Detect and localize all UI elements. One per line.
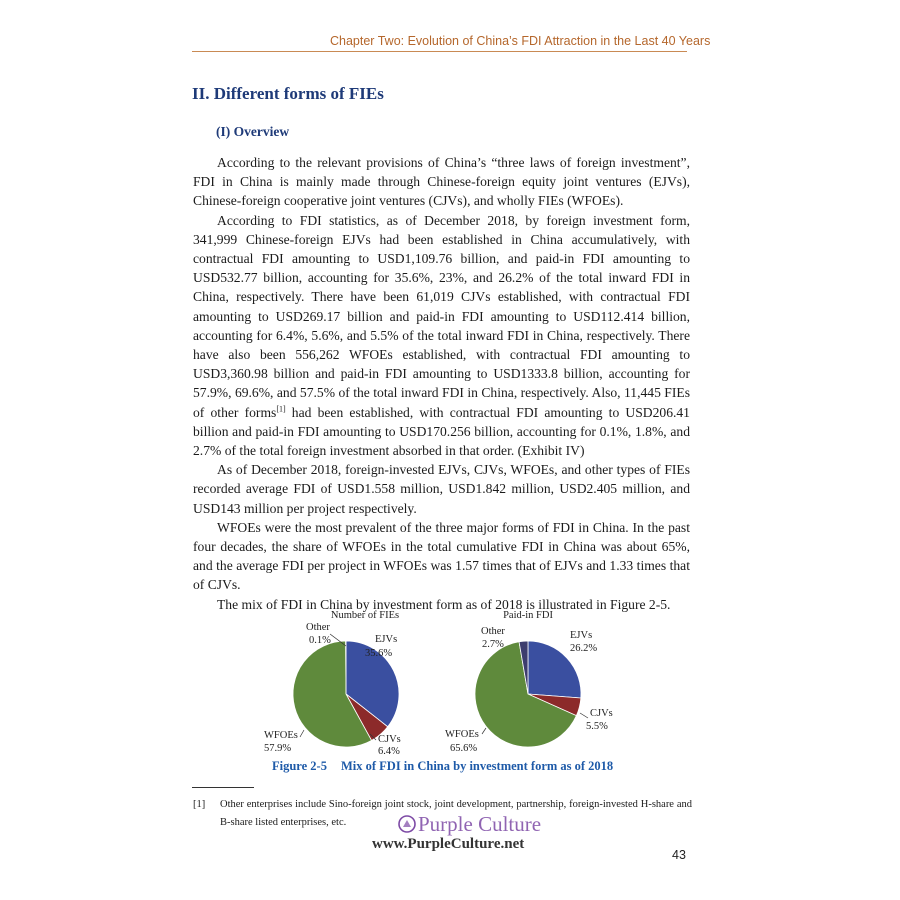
paragraph-2-part-b: had been established, with contractual FDI amounting to USD206.41 billion and paid-in FDI amounting to USD170.256 billion, accounting for 0.1%, 1.8%, and 2.7% of the total foreign investment absorbed in that order. (Exhibit IV) bbox=[193, 404, 690, 459]
figure-title: Mix of FDI in China by investment form as of 2018 bbox=[340, 759, 614, 773]
pie-title: Number of FIEs bbox=[330, 610, 400, 621]
slice-label-ejvs: EJVs bbox=[570, 630, 593, 641]
slice-value-ejvs: 26.2% bbox=[570, 643, 598, 654]
slice-value-cjvs: 6.4% bbox=[378, 746, 400, 757]
leader-line-wfoes bbox=[482, 728, 486, 734]
slice-value-cjvs: 5.5% bbox=[586, 721, 608, 732]
figure-caption bbox=[272, 759, 613, 774]
slice-value-ejvs: 35.6% bbox=[365, 648, 393, 659]
footnote-rule bbox=[192, 787, 254, 788]
page-number: 43 bbox=[672, 848, 686, 862]
leader-line-cjvs bbox=[580, 713, 588, 718]
pie-chart-paid-in-fdi bbox=[445, 610, 613, 754]
footnote-text: Other enterprises include Sino-foreign joint stock, joint development, partnership, foreign-invested H-share and B-share listed enterprises, etc. bbox=[220, 799, 692, 828]
paragraph-2-part-a: According to FDI statistics, as of December 2018, by foreign investment form, 341,999 Chinese-foreign EJVs had been established in China accumulatively, with contractual FDI amounting to USD1,109.76 billion, and paid-in FDI amounting to USD532.77 billion, accounting for 35.6%, 23%, and 26.2% of the total inward FDI in China, respectively. There have been 61,019 CJVs established, with contractual FDI amounting to USD269.17 billion and paid-in FDI amounting to USD112.414 billion, accounting for 6.4%, 5.6%, and 5.5% of the total inward FDI in China, respectively. There have also been 556,262 WFOEs established, with contractual FDI amounting to USD3,360.98 billion and paid-in FDI amounting to USD1333.8 billion, accounting for 57.9%, 69.6%, and 57.5% of the total inward FDI in China, respectively. Also, 11,445 FIEs of other forms bbox=[193, 212, 690, 420]
paragraph-2 bbox=[193, 211, 690, 461]
slice-label-other: Other bbox=[306, 622, 330, 633]
header-rule bbox=[192, 51, 687, 52]
section-title: II. Different forms of FIEs bbox=[192, 84, 384, 103]
slice-label-ejvs: EJVs bbox=[375, 634, 398, 645]
slice-value-wfoes: 65.6% bbox=[450, 743, 478, 754]
pie-title: Paid-in FDI bbox=[503, 610, 553, 621]
pie-chart-number-of-fies bbox=[264, 610, 401, 757]
slice-value-other: 0.1% bbox=[309, 635, 331, 646]
slice-label-cjvs: CJVs bbox=[378, 734, 401, 745]
leader-line-wfoes bbox=[300, 730, 304, 737]
paragraph-3: As of December 2018, foreign-invested EJVs, CJVs, WFOEs, and other types of FIEs recorded average FDI of USD1.558 million, USD1.842 million, USD2.405 million, and USD143 million per project respectively. bbox=[193, 462, 690, 516]
figure-charts bbox=[250, 606, 670, 766]
slice-label-wfoes: WFOEs bbox=[445, 729, 479, 740]
slice-value-wfoes: 57.9% bbox=[264, 743, 292, 754]
body-text bbox=[193, 153, 690, 614]
slice-value-other: 2.7% bbox=[482, 639, 504, 650]
subsection-title: (I) Overview bbox=[216, 124, 290, 139]
slice-label-cjvs: CJVs bbox=[590, 708, 613, 719]
footnote-ref[interactable]: [1] bbox=[276, 404, 286, 414]
slice-label-other: Other bbox=[481, 626, 505, 637]
paragraph-1: According to the relevant provisions of China’s “three laws of foreign investment”, FDI in China is mainly made through Chinese-foreign equity joint ventures (EJVs), Chinese-foreign cooperative joint ventures (CJVs), and wholly FIEs (WFOEs). bbox=[193, 155, 690, 209]
paragraph-4: WFOEs were the most prevalent of the three major forms of FDI in China. In the past four decades, the share of WFOEs in the total cumulative FDI in China was about 65%, and the average FDI per project in WFOEs was 1.57 times that of EJVs and 1.33 times that of CJVs. bbox=[193, 519, 690, 593]
watermark-url: www.PurpleCulture.net bbox=[372, 836, 525, 852]
footnote-marker: [1] bbox=[193, 799, 206, 810]
paragraph-5: The mix of FDI in China by investment form as of 2018 is illustrated in Figure 2-5. bbox=[217, 596, 671, 612]
figure-number: Figure 2-5 bbox=[272, 759, 327, 773]
watermark-brand: Purple Culture bbox=[418, 812, 542, 836]
purple-culture-logo-icon bbox=[398, 815, 416, 833]
slice-label-wfoes: WFOEs bbox=[264, 730, 298, 741]
running-head: Chapter Two: Evolution of China’s FDI Attraction in the Last 40 Years bbox=[330, 34, 711, 48]
